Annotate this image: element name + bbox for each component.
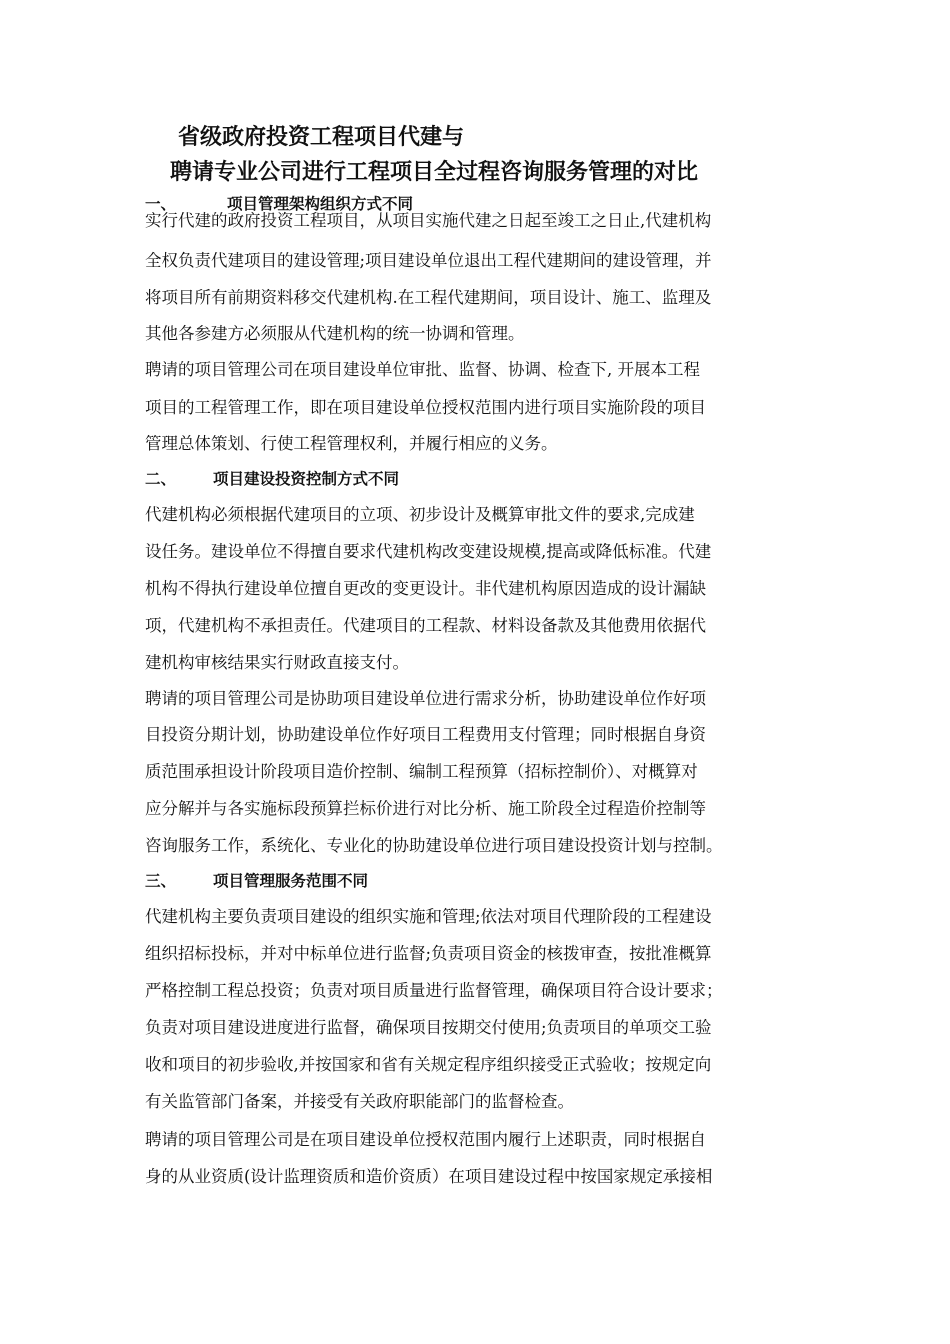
section-heading — [145, 467, 400, 491]
paragraph-line: 应分解并与各实施标段预算拦标价进行对比分析、施工阶段全过程造价控制等 — [145, 799, 706, 818]
paragraph-line: 目投资分期计划，协助建设单位作好项目工程费用支付管理；同时根据自身资 — [145, 725, 706, 744]
paragraph-line: 其他各参建方必须服从代建机构的统一协调和管理。 — [145, 324, 525, 343]
paragraph-line: 项目的工程管理工作，即在项目建设单位授权范围内进行项目实施阶段的项目 — [145, 398, 706, 417]
paragraph-line: 机构不得执行建设单位擅自更改的变更设计。非代建机构原因造成的设计漏缺 — [145, 579, 706, 598]
paragraph-line: 负责对项目建设进度进行监督，确保项目按期交付使用;负责项目的单项交工验 — [145, 1018, 712, 1037]
paragraph-line: 聘请的项目管理公司是在项目建设单位授权范围内履行上述职责，同时根据自 — [145, 1130, 706, 1149]
section-heading-text: 项目建设投资控制方式不同 — [213, 470, 400, 488]
paragraph-line: 设任务。建设单位不得擅自要求代建机构改变建设规模,提高或降低标准。代建 — [145, 542, 712, 561]
section-number: 二、 — [145, 470, 177, 488]
document-title-line-2: 聘请专业公司进行工程项目全过程咨询服务管理的对比 — [170, 160, 699, 185]
paragraph-line: 代建机构必须根据代建项目的立项、初步设计及概算审批文件的要求,完成建 — [145, 505, 695, 524]
paragraph-line: 聘请的项目管理公司在项目建设单位审批、监督、协调、检查下, 开展本工程 — [145, 360, 700, 379]
section-number: 三、 — [145, 872, 177, 890]
paragraph-line: 组织招标投标，并对中标单位进行监督;负责项目资金的核拨审查，按批准概算 — [145, 944, 712, 963]
paragraph-line: 建机构审核结果实行财政直接支付。 — [145, 653, 409, 672]
section-heading-text: 项目管理服务范围不同 — [213, 872, 369, 890]
paragraph-line: 实行代建的政府投资工程项目，从项目实施代建之日起至竣工之日止,代建机构 — [145, 211, 712, 230]
paragraph-line: 身的从业资质(设计监理资质和造价资质）在项目建设过程中按国家规定承接相 — [145, 1167, 713, 1186]
paragraph-line: 严格控制工程总投资；负责对项目质量进行监督管理，确保项目符合设计要求； — [145, 981, 723, 1000]
section-heading — [145, 869, 369, 893]
section-number: 一、 — [145, 195, 177, 213]
paragraph-line: 咨询服务工作，系统化、专业化的协助建设单位进行项目建设投资计划与控制。 — [145, 836, 723, 855]
paragraph-line: 代建机构主要负责项目建设的组织实施和管理;依法对项目代理阶段的工程建设 — [145, 907, 712, 926]
section-heading-text: 项目管理架构组织方式不同 — [227, 195, 414, 213]
paragraph-line: 有关监管部门备案，并接受有关政府职能部门的监督检查。 — [145, 1092, 574, 1111]
paragraph-line: 全权负责代建项目的建设管理;项目建设单位退出工程代建期间的建设管理，并 — [145, 251, 712, 270]
paragraph-line: 聘请的项目管理公司是协助项目建设单位进行需求分析，协助建设单位作好项 — [145, 689, 706, 708]
paragraph-line: 管理总体策划、行使工程管理权利，并履行相应的义务。 — [145, 434, 558, 453]
document-title-line-1: 省级政府投资工程项目代建与 — [178, 125, 465, 150]
paragraph-line: 将项目所有前期资料移交代建机构.在工程代建期间，项目设计、施工、监理及 — [145, 288, 712, 307]
paragraph-line: 收和项目的初步验收,并按国家和省有关规定程序组织接受正式验收；按规定向 — [145, 1055, 712, 1074]
paragraph-line: 质范围承担设计阶段项目造价控制、编制工程预算（招标控制价）、对概算对 — [145, 762, 698, 781]
paragraph-line: 项，代建机构不承担责任。代建项目的工程款、材料设备款及其他费用依据代 — [145, 616, 706, 635]
